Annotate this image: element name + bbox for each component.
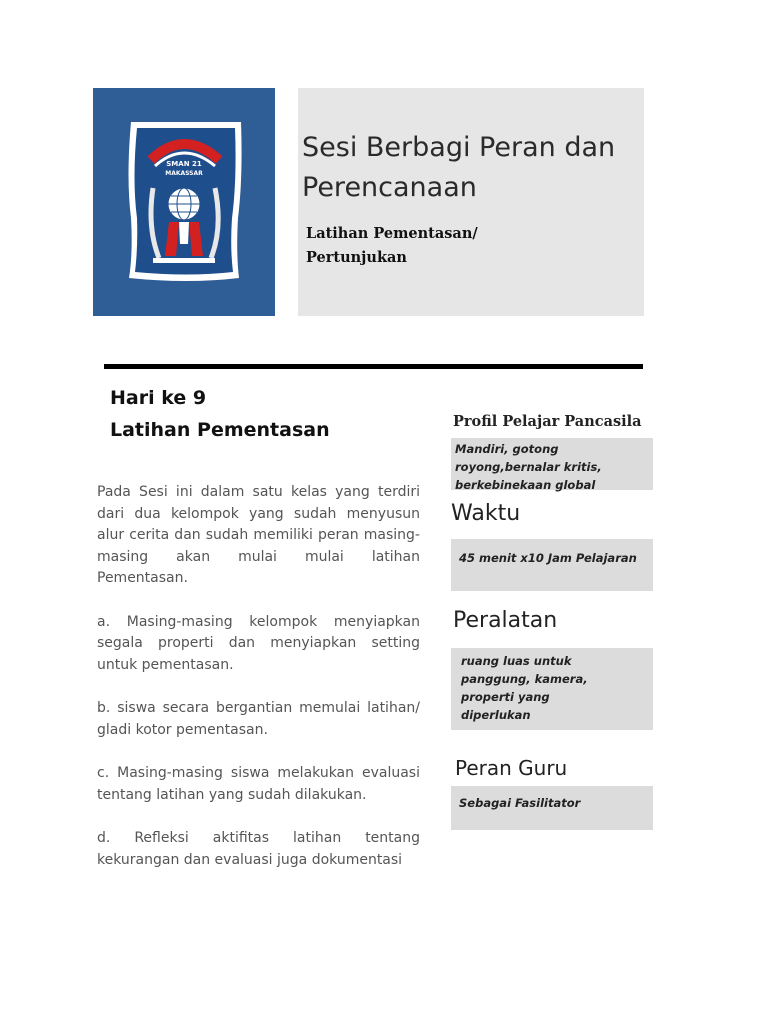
school-emblem-icon [93,88,275,316]
header-panel [298,88,644,316]
paragraph-intro: Pada Sesi ini dalam satu kelas yang terdiri dari dua kelompok yang sudah menyusun alur cerita dan sudah memiliki peran masing-masing akan mulai mulai latihan Pementasan. [97,484,420,586]
peran-guru-label: Peran Guru [455,756,568,780]
paragraph-a: a. Masing-masing kelompok menyiapkan segala properti dan menyiapkan setting untuk pementasan. [97,613,420,673]
section-divider [104,364,643,369]
profil-label: Profil Pelajar Pancasila [453,413,642,430]
activity-description [97,482,420,893]
waktu-value: 45 menit x10 Jam Pelajaran [459,551,637,565]
page-subtitle: Latihan Pementasan/ Pertunjukan [306,225,478,266]
peralatan-value: ruang luas untuk panggung, kamera, properti yang diperlukan [461,654,588,722]
peran-guru-value: Sebagai Fasilitator [459,796,581,810]
logo-text-top: SMAN 21 [166,160,202,168]
peran-guru-box [451,786,653,830]
day-title: Latihan Pementasan [110,419,330,441]
profil-box [451,438,653,490]
logo-text-bottom: MAKASSAR [165,170,203,177]
profil-value: Mandiri, gotong royong,bernalar kritis, berkebinekaan global [455,442,602,492]
page-title: Sesi Berbagi Peran dan Perencanaan [302,132,616,203]
peralatan-box [451,648,653,730]
day-heading [110,382,430,446]
paragraph-c: c. Masing-masing siswa melakukan evaluasi tentang latihan yang sudah dilakukan. [97,765,420,803]
school-logo [93,88,275,316]
day-label: Hari ke 9 [110,387,207,409]
waktu-label: Waktu [451,501,521,526]
paragraph-b: b. siswa secara bergantian memulai latihan/ gladi kotor pementasan. [97,700,420,738]
waktu-box [451,539,653,591]
paragraph-d: d. Refleksi aktifitas latihan tentang kekurangan dan evaluasi juga dokumentasi [97,830,420,868]
peralatan-label: Peralatan [453,608,558,633]
